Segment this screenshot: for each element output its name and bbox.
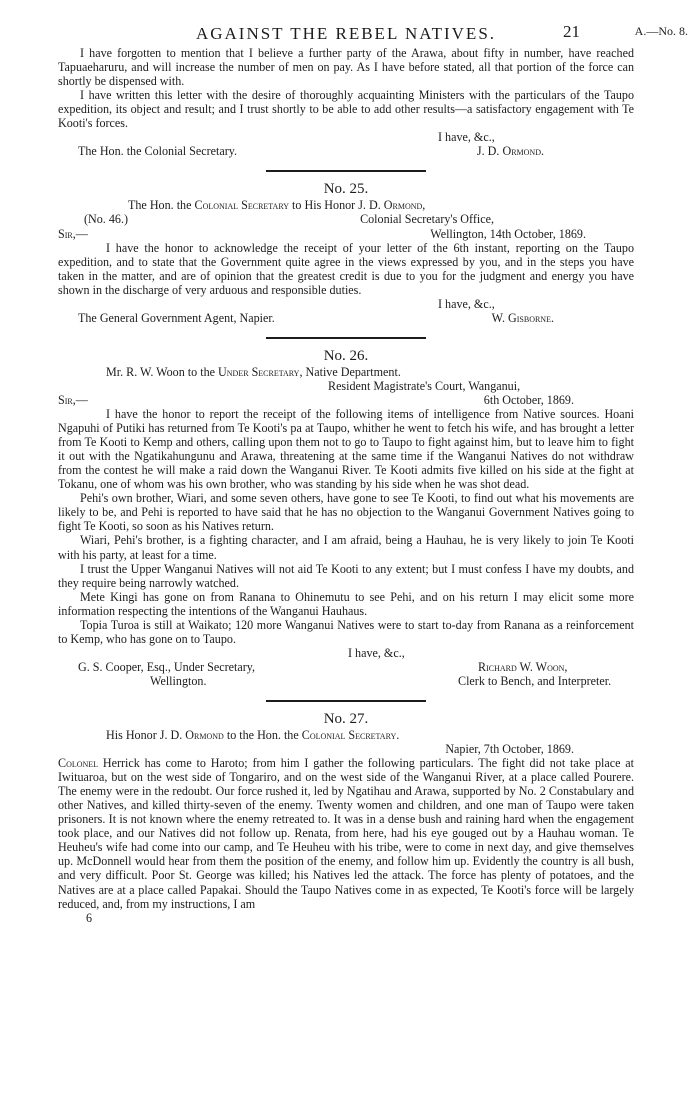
letter-25-title-post: , [422, 198, 426, 213]
letter-25-title-pre: The Hon. the [128, 198, 195, 213]
letter-25-salutation-row [58, 227, 634, 241]
letter-25-body: I have the honor to acknowledge the receipt of your letter of the 6th instant, reporting on the Taupo expedition, and to state that the Government quite agree in the views expressed by you, and in the steps you have taken in the matter, and are of opinion that the greatest credit is due to you for the judgment and energy you have shown in the discharge of very arduous and responsible duties. [58, 240, 634, 297]
letter-27-title-recipient: Colonial Secretary [301, 728, 397, 743]
letter-25-closing: I have, &c., [438, 296, 495, 311]
letter-27-lead: Colonel [58, 756, 99, 771]
intro-addressee: The Hon. the Colonial Secretary. [78, 144, 238, 159]
letter-26-title-recipient: Under Secretary [218, 364, 300, 379]
letter-27-body [58, 756, 634, 911]
letter-27-place-date: Napier, 7th October, 1869. [445, 742, 574, 757]
letter-27-body-text: Herrick has come to Haroto; from him I gather the following particulars. The fight did not take place at Iwituaroa, but on the west side of Tongariro, and on the west side of the Wanganui River, at a place called Pourere. The enemy were in the redoubt. Our force rushed it, led by Ngatihau and Arawa, supported by No. 2 Constabulary and other Natives, and killed thirty-seven of the enemy. Twenty women and children, and one man of Taupo were taken prisoners. It is not known where the enemy retreated to. It was in a dense bush and raining hard when the engagement took place, and our Natives did not follow up. Renata, from here, had his eye gouged out by a Hauhau woman. Te Heuheu's wife had come into our camp, and Te Heuheu with his tribe, were to come in next day, and give themselves up. McDonnell would hear from them the position of the enemy, and follow him up. Evidently the country is all bush, and very difficult. Poor St. George was killed; his Natives led the attack. The force has plenty of potatoes, and the Natives are at a place called Papakai. Should the Taupo Natives come in as expected, Te Kooti's force will be largely reduced, and, from my instructions, I am [58, 756, 634, 911]
letter-26-title [58, 365, 634, 379]
letter-26-paragraph: Topia Turoa is still at Waikato; 120 more Wanganui Natives were to start to-day from Ranana as a reinforcement to Kemp, who has gone on to Taupo. [58, 617, 634, 646]
letter-27-title-post: . [396, 728, 400, 743]
page-number: 21 [563, 22, 580, 41]
letter-25-signature-row [58, 311, 634, 325]
letter-26-paragraph: Wiari, Pehi's brother, is a fighting character, and I am afraid, being a Hauhau, he is very likely to join Te Kooti with his party, at least for a time. [58, 533, 634, 562]
section-divider [266, 337, 426, 339]
letter-26-title-pre: Mr. R. W. Woon to the [106, 364, 219, 379]
letter-25-salutation: Sir,— [58, 226, 88, 241]
letter-26-salutation: Sir,— [58, 392, 88, 407]
letter-26-addressee-city: Wellington. [150, 673, 207, 688]
letter-26-title-post: , Native Department. [299, 364, 401, 379]
letter-25-ref: (No. 46.) [84, 212, 128, 227]
intro-signature-row [58, 144, 634, 158]
intro-paragraph-2: I have written this letter with the desire of thoroughly acquainting Ministers with the particulars of the Taupo expedition, its object and result; and I trust shortly to be able to add other results—a satisfactory engagement with Te Kooti's forces. [58, 88, 634, 131]
letter-26-paragraph: I trust the Upper Wanganui Natives will not aid Te Kooti to any extent; but I must confess I have my doubts, and they require being narrowly watched. [58, 561, 634, 590]
section-divider [266, 170, 426, 172]
letter-26-office: Resident Magistrate's Court, Wanganui, [328, 378, 521, 393]
intro-closing: I have, &c., [438, 130, 495, 145]
page-body [58, 46, 634, 925]
letter-25-signature: W. Gisborne. [491, 310, 554, 325]
letter-26-paragraph: I have the honor to report the receipt of the following items of intelligence from Native sources. Hoani Ngapuhi of Putiki has returned from Te Kooti's pa at Taupo, whither he went to fetch his wife, and has brought a letter from Te Kooti to Kemp and others, calling upon them not to go to Taupo to fight against him, but to leave him to fight it out with the Ngatikahungunu and Arawa, threatening at the same time if the Wanganui Natives do not withdraw from the contest he will make a raid down the Wanganui River. Te Kooti admits five killed on his side at the fight at Tokanu, one of whom was his own brother, who was standing by his side when he was shot dead. [58, 407, 634, 492]
letter-27-title [58, 728, 634, 742]
running-title: AGAINST THE REBEL NATIVES. [195, 24, 497, 43]
letter-26-paragraph: Mete Kingi has gone on from Ranana to Ohinemutu to see Pehi, and on his return I may elicit some more information respecting the intentions of the Wanganui Hauhaus. [58, 589, 634, 618]
letter-26-addressee: G. S. Cooper, Esq., Under Secretary, [78, 659, 256, 674]
page-header [58, 0, 688, 46]
letter-25-addressee: The General Government Agent, Napier. [78, 310, 275, 325]
letter-27-title-sender: Ormond [185, 728, 224, 743]
letter-26-closing: I have, &c., [348, 645, 405, 660]
letter-26-signer-block [428, 660, 634, 688]
letter-26-signature: Richard W. Woon, [478, 659, 568, 674]
intro-paragraph-1: I have forgotten to mention that I believe a further party of the Arawa, about fifty in number, have reached Tapuaeharuru, and will increase the number of men on pay. As I have before stated, all that portion of the force can shortly be dispensed with. [58, 46, 634, 89]
letter-27-title-mid: to the Hon. the [223, 728, 302, 743]
letter-25-title-sender: Colonial Secretary [194, 198, 290, 213]
letter-26-salutation-row [58, 393, 634, 407]
intro-signature: J. D. Ormond. [476, 144, 544, 159]
letter-27-number: No. 27. [323, 710, 369, 727]
letter-25-title-mid: to His Honor J. D. [289, 198, 384, 213]
letter-25-place-date: Wellington, 14th October, 1869. [430, 226, 586, 241]
letter-26-paragraph: Pehi's own brother, Wiari, and some seven others, have gone to see Te Kooti, to find out what his movements are likely to be, and Pehi is reported to have said that he has no objection to the Wanganui Government Natives going to fight Te Kooti, so soon as his Natives return. [58, 491, 634, 534]
letter-25-number: No. 25. [323, 181, 369, 198]
letter-25-title-recipient: Ormond [383, 198, 423, 213]
letter-26-date: 6th October, 1869. [483, 392, 574, 407]
letter-26-signature-block [58, 660, 634, 688]
letter-25-office: Colonial Secretary's Office, [360, 212, 494, 227]
letter-27-title-pre: His Honor J. D. [106, 728, 186, 743]
letter-26-addressee-block [58, 660, 428, 688]
signature-mark: 6 [86, 910, 93, 925]
document-reference: A.—No. 8. [634, 24, 688, 38]
letter-25-title [58, 198, 634, 212]
section-divider [266, 700, 426, 702]
letter-25-ref-row [58, 212, 634, 226]
letter-26-signature-title: Clerk to Bench, and Interpreter. [458, 673, 612, 688]
letter-26-number: No. 26. [323, 347, 369, 364]
